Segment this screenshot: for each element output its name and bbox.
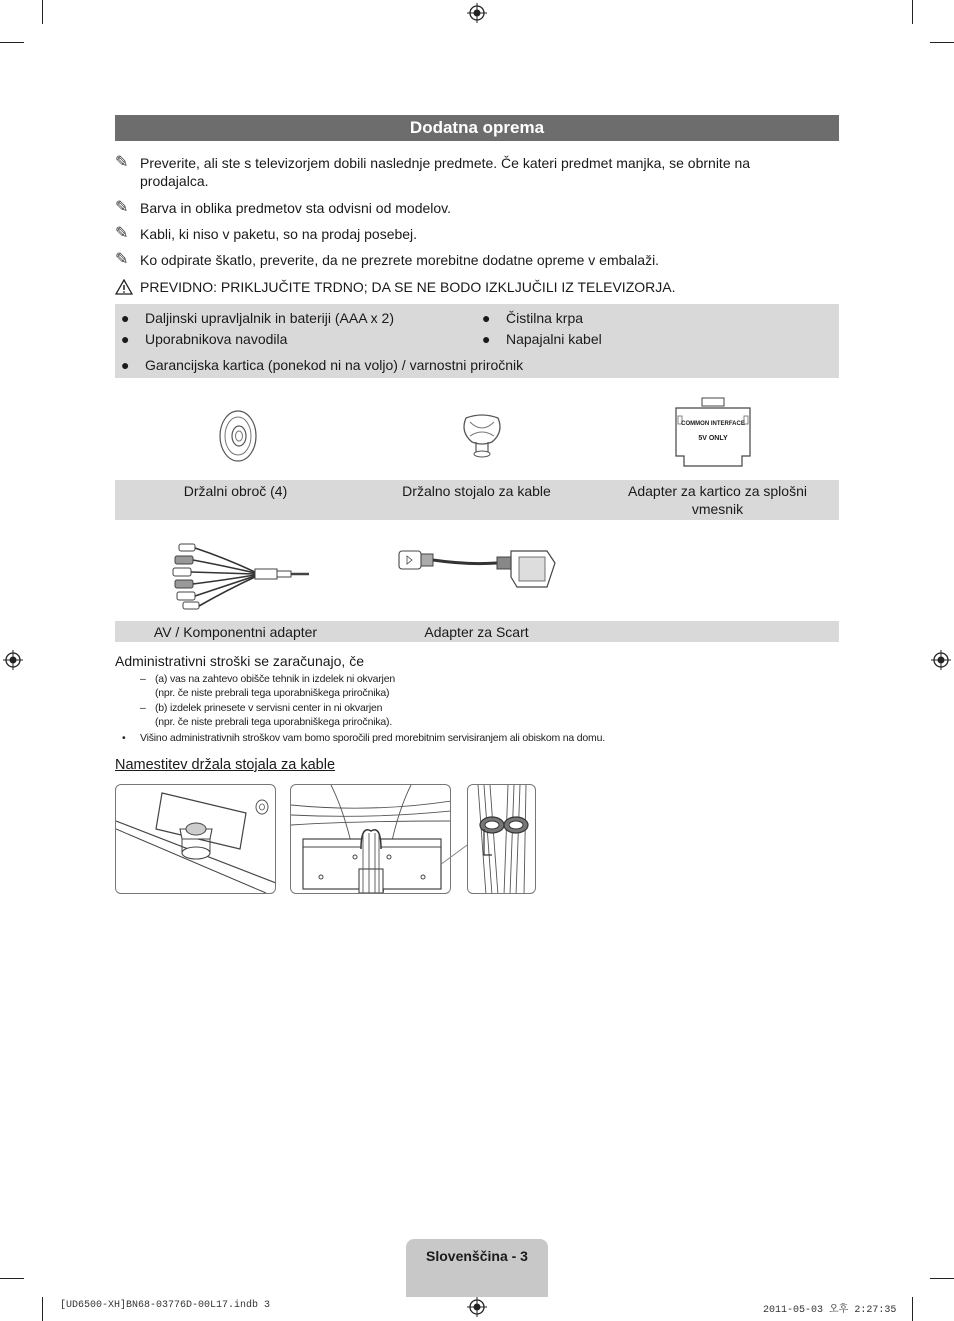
crop-mark [42, 1297, 43, 1321]
registration-mark-icon [3, 650, 23, 670]
page-number-tab: Slovenščina - 3 [406, 1239, 548, 1297]
caption-cable-stand-holder: Držalno stojalo za kable [402, 483, 551, 499]
registration-mark-icon [467, 1297, 487, 1317]
bullet: • [122, 732, 126, 744]
pencil-note-icon: ✎ [115, 251, 129, 268]
note [115, 199, 795, 217]
install-step-1-image [115, 784, 276, 894]
pencil-note-icon: ✎ [115, 154, 129, 171]
admin-line-sub: (npr. če niste prebrali tega uporabniškega priročnika) [155, 687, 390, 699]
registration-mark-icon [931, 650, 951, 670]
section-title: Dodatna oprema [115, 115, 839, 141]
ci-card-label: 5V ONLY [698, 435, 728, 442]
item-text: Garancijska kartica (ponekod ni na voljo) / varnostni priročnik [145, 357, 524, 373]
note [115, 225, 795, 243]
crop-mark [930, 1278, 954, 1279]
footer-file: [UD6500-XH]BN68-03776D-00L17.indb 3 [60, 1300, 271, 1311]
warning-text: PREVIDNO: PRIKLJUČITE TRDNO; DA SE NE BODO IZKLJUČILI IZ TELEVIZORJA. [140, 279, 676, 295]
note [115, 251, 795, 269]
bullet: ● [121, 357, 130, 373]
warning-note [115, 278, 795, 296]
bullet: ● [121, 310, 130, 326]
bullet: ● [482, 310, 491, 326]
pencil-note-icon: ✎ [115, 225, 129, 242]
item-text: Napajalni kabel [506, 331, 602, 347]
crop-mark [0, 42, 24, 43]
admin-intro: Administrativni stroški se zaračunajo, če [115, 653, 364, 669]
item-text: Uporabnikova navodila [145, 331, 288, 347]
crop-mark [0, 1278, 24, 1279]
dash: – [140, 673, 146, 685]
item-text: Čistilna krpa [506, 310, 584, 326]
ci-card-label: COMMON INTERFACE [681, 421, 745, 427]
av-component-adapter-image [165, 538, 313, 612]
note-text: Kabli, ki niso v paketu, so na prodaj posebej. [140, 226, 418, 242]
admin-line: (b) izdelek prinesete v servisni center in ni okvarjen [155, 702, 383, 714]
holder-ring-image [215, 408, 261, 464]
crop-mark [930, 42, 954, 43]
ci-card-adapter-image [672, 396, 754, 472]
warning-triangle-icon [115, 279, 133, 295]
note-text: Barva in oblika predmetov sta odvisni od modelov. [140, 200, 452, 216]
admin-line: (a) vas na zahtevo obišče tehnik in izdelek ni okvarjen [155, 673, 395, 685]
note [115, 154, 795, 190]
pencil-note-icon: ✎ [115, 199, 129, 216]
crop-mark [912, 0, 913, 24]
note-text: Preverite, ali ste s televizorjem dobili naslednje predmete. Če kateri predmet manjka, se obrnite na prodajalca. [140, 155, 751, 189]
note-text: Ko odpirate škatlo, preverite, da ne prezrete morebitne dodatne opreme v embalaži. [140, 252, 660, 268]
scart-adapter-image [397, 543, 557, 593]
caption-ci-card-adapter: Adapter za kartico za splošni vmesnik [628, 483, 807, 517]
install-heading: Namestitev držala stojala za kable [115, 757, 336, 773]
cable-stand-holder-image [458, 410, 506, 460]
crop-mark [912, 1297, 913, 1321]
caption-scart-adapter: Adapter za Scart [424, 624, 529, 640]
item-text: Daljinski upravljalnik in bateriji (AAA x 2) [145, 310, 394, 326]
footer-date: 2011-05-03 오후 2:27:35 [763, 1305, 897, 1316]
bullet: ● [121, 331, 130, 347]
admin-final: Višino administrativnih stroškov vam bomo sporočili pred morebitnim servisiranjem ali obiskom na domu. [140, 732, 605, 744]
caption-holder-ring: Držalni obroč (4) [183, 483, 288, 499]
bullet: ● [482, 331, 491, 347]
caption-av-component-adapter: AV / Komponentni adapter [153, 624, 318, 640]
install-step-3-image [467, 784, 536, 894]
registration-mark-icon [467, 3, 487, 23]
install-step-2-image [290, 784, 451, 894]
crop-mark [42, 0, 43, 24]
admin-line-sub: (npr. če niste prebrali tega uporabniškega priročnika). [155, 716, 393, 728]
dash: – [140, 702, 146, 714]
